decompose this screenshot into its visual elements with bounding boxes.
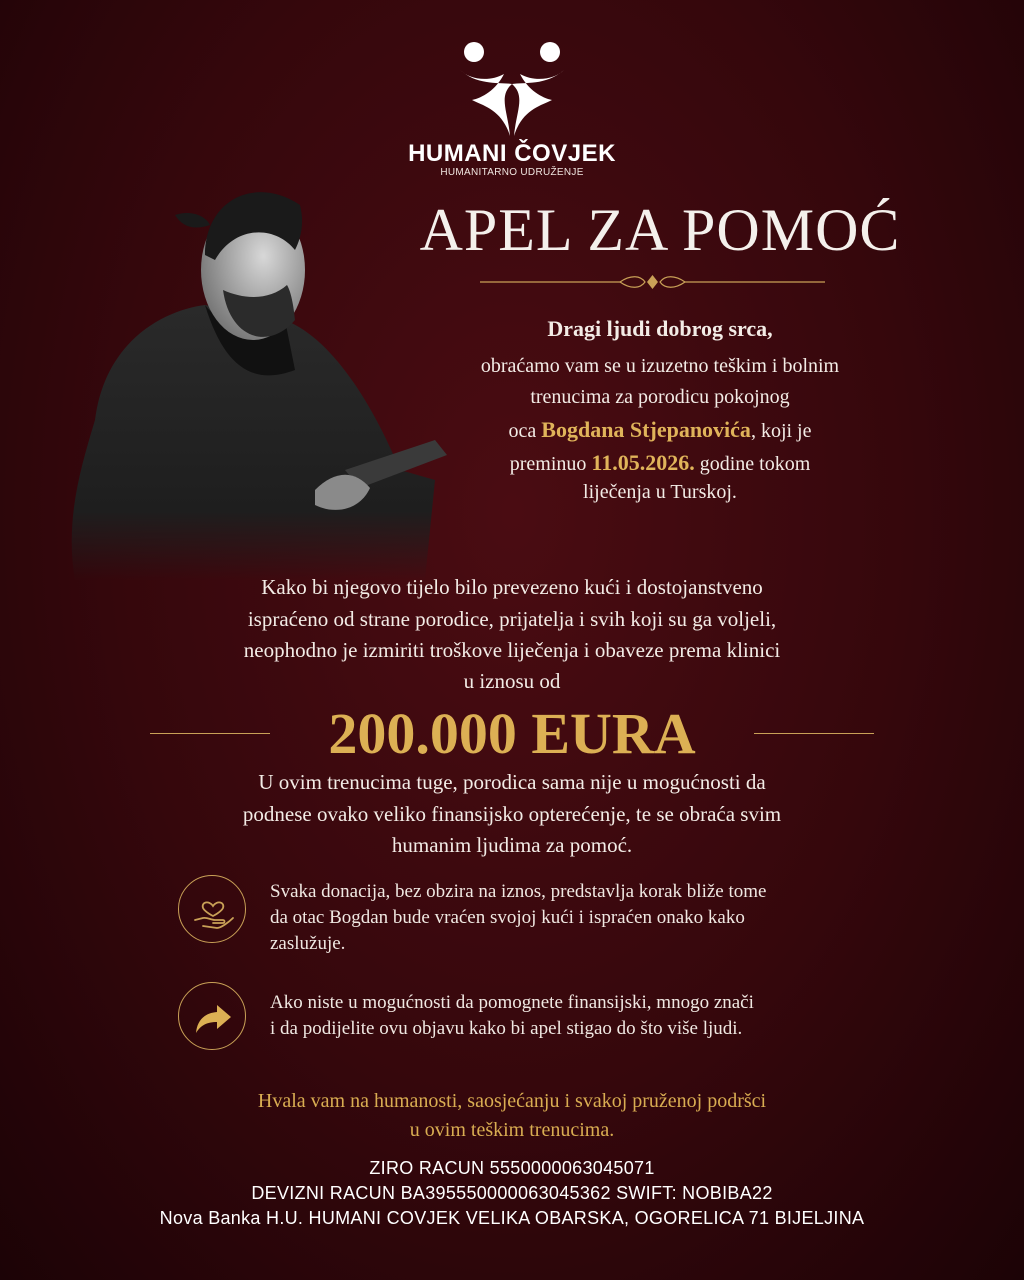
bank-address: Nova Banka H.U. HUMANI COVJEK VELIKA OBARSKA, OGORELICA 71 BIJELJINA <box>159 1208 865 1228</box>
share-icon-circle <box>178 982 246 1050</box>
donation-line-2: da otac Bogdan bude vraćen svojoj kući i ispraćen onako kako <box>270 907 745 928</box>
thanks-line-1: Hvala vam na humanosti, saosjećanju i svakoj pruženoj podršci <box>257 1090 767 1112</box>
org-subtitle: HUMANITARNO UDRUŽENJE <box>440 167 584 178</box>
foreign-account: DEVIZNI RACUN BA395550000063045362 SWIFT: NOBIBA22 <box>251 1183 773 1203</box>
body1-line-1: Kako bi njegovo tijelo bilo prevezeno kući i dostojanstveno <box>261 575 763 599</box>
body2-line-1: U ovim trenucima tuge, porodica sama nije u mogućnosti da <box>258 770 766 794</box>
intro-line-4 <box>420 450 900 476</box>
donation-line-3: zaslužuje. <box>270 933 346 954</box>
intro-line-3-pre: oca <box>508 420 542 442</box>
intro-line-3 <box>420 417 900 443</box>
share-arrow-icon <box>179 983 247 1051</box>
share-line-1: Ako niste u mogućnosti da pomognete finansijski, mnogo znači <box>270 992 754 1013</box>
intro-line-5: liječenja u Turskoj. <box>583 481 737 503</box>
body1-line-2: ispraćeno od strane porodice, prijatelja i svih koji su ga voljeli, <box>247 607 777 631</box>
intro-line-3-post: , koji je <box>750 420 812 442</box>
heart-hand-icon <box>179 876 247 944</box>
body1-line-4: u iznosu od <box>463 669 561 693</box>
amount-rule-right <box>754 733 874 734</box>
appeal-title: APEL ZA POMOĆ <box>419 197 901 263</box>
date-of-death: 11.05.2026. <box>591 450 695 475</box>
giro-account: ZIRO RACUN 5550000063045071 <box>369 1158 655 1178</box>
body2-line-3: humanim ljudima za pomoć. <box>391 833 633 857</box>
deceased-name: Bogdana Stjepanovića <box>541 417 751 442</box>
org-name: HUMANI ČOVJEK <box>408 140 616 167</box>
intro-line-4-post: godine tokom <box>694 453 811 475</box>
thanks-line-2: u ovim teškim trenucima. <box>409 1119 615 1141</box>
intro-line-4-pre: preminuo <box>509 453 592 475</box>
intro-line-1: obraćamo vam se u izuzetno teškim i bolnim <box>480 355 840 377</box>
donation-icon-circle <box>178 875 246 943</box>
humani-covjek-logo-icon <box>452 40 572 138</box>
body2-line-2: podnese ovako veliko finansijsko opterećenje, te se obraća svim <box>242 802 782 826</box>
share-text <box>270 990 890 1042</box>
intro-line-2: trenucima za porodicu pokojnog <box>530 386 790 408</box>
donation-text <box>270 879 890 957</box>
donation-line-1: Svaka donacija, bez obzira na iznos, predstavlja korak bliže tome <box>270 881 767 902</box>
share-line-2: i da podijelite ovu objavu kako bi apel stigao do što više ljudi. <box>270 1018 743 1039</box>
ornament-divider-icon <box>480 272 825 292</box>
amount: 200.000 EURA <box>328 701 696 766</box>
body1-line-3: neophodno je izmiriti troškove liječenja i obaveze prema klinici <box>243 638 781 662</box>
greeting: Dragi ljudi dobrog srca, <box>547 316 773 341</box>
